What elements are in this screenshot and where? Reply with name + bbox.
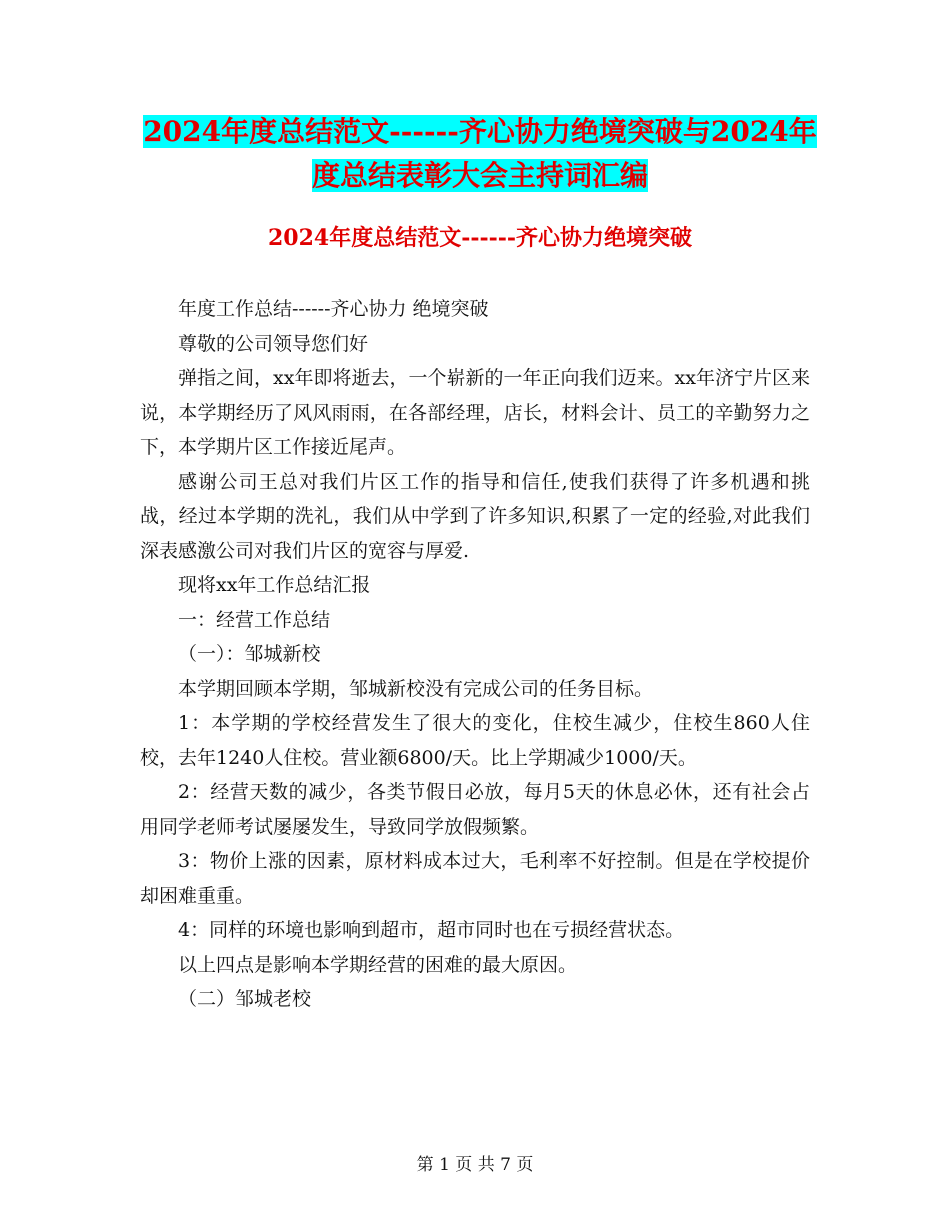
paragraph: 以上四点是影响本学期经营的困难的最大原因。 <box>178 953 578 976</box>
paragraph: 年度工作总结------齐心协力 绝境突破 <box>178 298 489 320</box>
paragraph: 3：物价上涨的因素，原材料成本过大，毛利率不好控制。但是在学校提价却困难重重。 <box>140 850 810 907</box>
paragraph: 尊敬的公司领导您们好 <box>178 332 369 355</box>
paragraph: 本学期回顾本学期，邹城新校没有完成公司的任务目标。 <box>178 677 654 700</box>
paragraph: 2：经营天数的减少，各类节假日必放，每月5天的休息必休，还有社会占用同学老师考试屡屡发生，导致同学放假频繁。 <box>140 781 810 838</box>
main-title-text: 2024年度总结范文------齐心协力绝境突破与2024年度总结表彰大会主持词汇编 <box>143 115 817 192</box>
paragraph: 1：本学期的学校经营发生了很大的变化，住校生减少，住校生860人住校，去年1240人住校。营业额6800/天。比上学期减少1000/天。 <box>140 712 810 769</box>
paragraph: （二）邹城老校 <box>178 988 312 1010</box>
document-body <box>140 292 810 1017</box>
paragraph: 一：经营工作总结 <box>178 608 331 631</box>
main-title <box>140 110 820 198</box>
page-footer: 第 1 页 共 7 页 <box>416 1155 534 1175</box>
section-title: 2024年度总结范文------齐心协力绝境突破 <box>267 225 693 251</box>
paragraph: 现将xx年工作总结汇报 <box>178 574 371 596</box>
paragraph: 4：同样的环境也影响到超市，超市同时也在亏损经营状态。 <box>178 919 685 941</box>
paragraph: 弹指之间，xx年即将逝去，一个崭新的一年正向我们迈来。xx年济宁片区来说，本学期经历了风风雨雨，在各部经理，店长，材料会计、员工的辛勤努力之下，本学期片区工作接近尾声。 <box>140 367 810 458</box>
paragraph: 感谢公司王总对我们片区工作的指导和信任,使我们获得了许多机遇和挑战，经过本学期的洗礼，我们从中学到了许多知识,积累了一定的经验,对此我们深表感激公司对我们片区的宽容与厚爱. <box>140 470 810 562</box>
paragraph: （一）：邹城新校 <box>178 643 321 665</box>
